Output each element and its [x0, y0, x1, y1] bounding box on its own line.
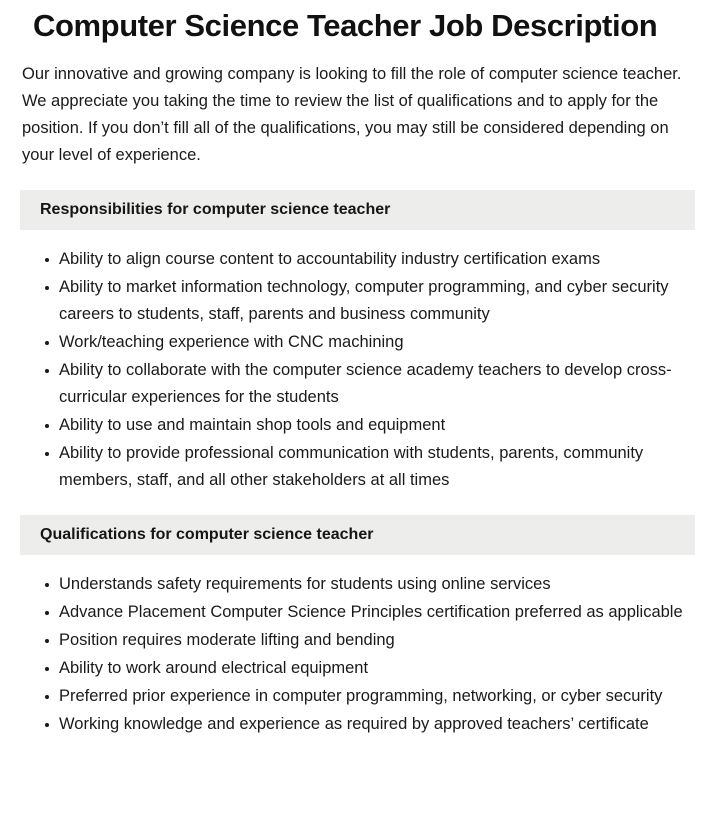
- list-item: Ability to collaborate with the computer science academy teachers to develop cross-curricular experiences for the students: [45, 357, 696, 411]
- list-item: Ability to use and maintain shop tools and equipment: [45, 412, 696, 439]
- page-title: Computer Science Teacher Job Description: [33, 8, 658, 43]
- list-item: Position requires moderate lifting and bending: [45, 627, 696, 654]
- list-item: Ability to provide professional communication with students, parents, community members, staff, and all other stakeholders at all times: [45, 440, 696, 494]
- list-item: Work/teaching experience with CNC machining: [45, 329, 696, 356]
- list-item: Preferred prior experience in computer programming, networking, or cyber security: [45, 683, 696, 710]
- list-item: Working knowledge and experience as required by approved teachers’ certificate: [45, 711, 696, 738]
- qualifications-list: [0, 555, 720, 738]
- responsibilities-list: [0, 230, 720, 494]
- list-item: Understands safety requirements for students using online services: [45, 571, 696, 598]
- section-header-responsibilities: Responsibilities for computer science teacher: [20, 190, 695, 230]
- list-item: Ability to work around electrical equipment: [45, 655, 696, 682]
- section-header-qualifications: Qualifications for computer science teacher: [20, 515, 695, 555]
- list-item: Advance Placement Computer Science Principles certification preferred as applicable: [45, 599, 696, 626]
- list-item: Ability to market information technology, computer programming, and cyber security careers to students, staff, parents and business community: [45, 274, 696, 328]
- list-item: Ability to align course content to accountability industry certification exams: [45, 246, 696, 273]
- section-qualifications: [0, 515, 720, 738]
- intro-paragraph: Our innovative and growing company is looking to fill the role of computer science teacher. We appreciate you taking the time to review the list of qualifications and to apply for the position. If you don’t fill all of the qualifications, you may still be considered depending on your level of experience.: [22, 65, 682, 164]
- section-responsibilities: [0, 190, 720, 494]
